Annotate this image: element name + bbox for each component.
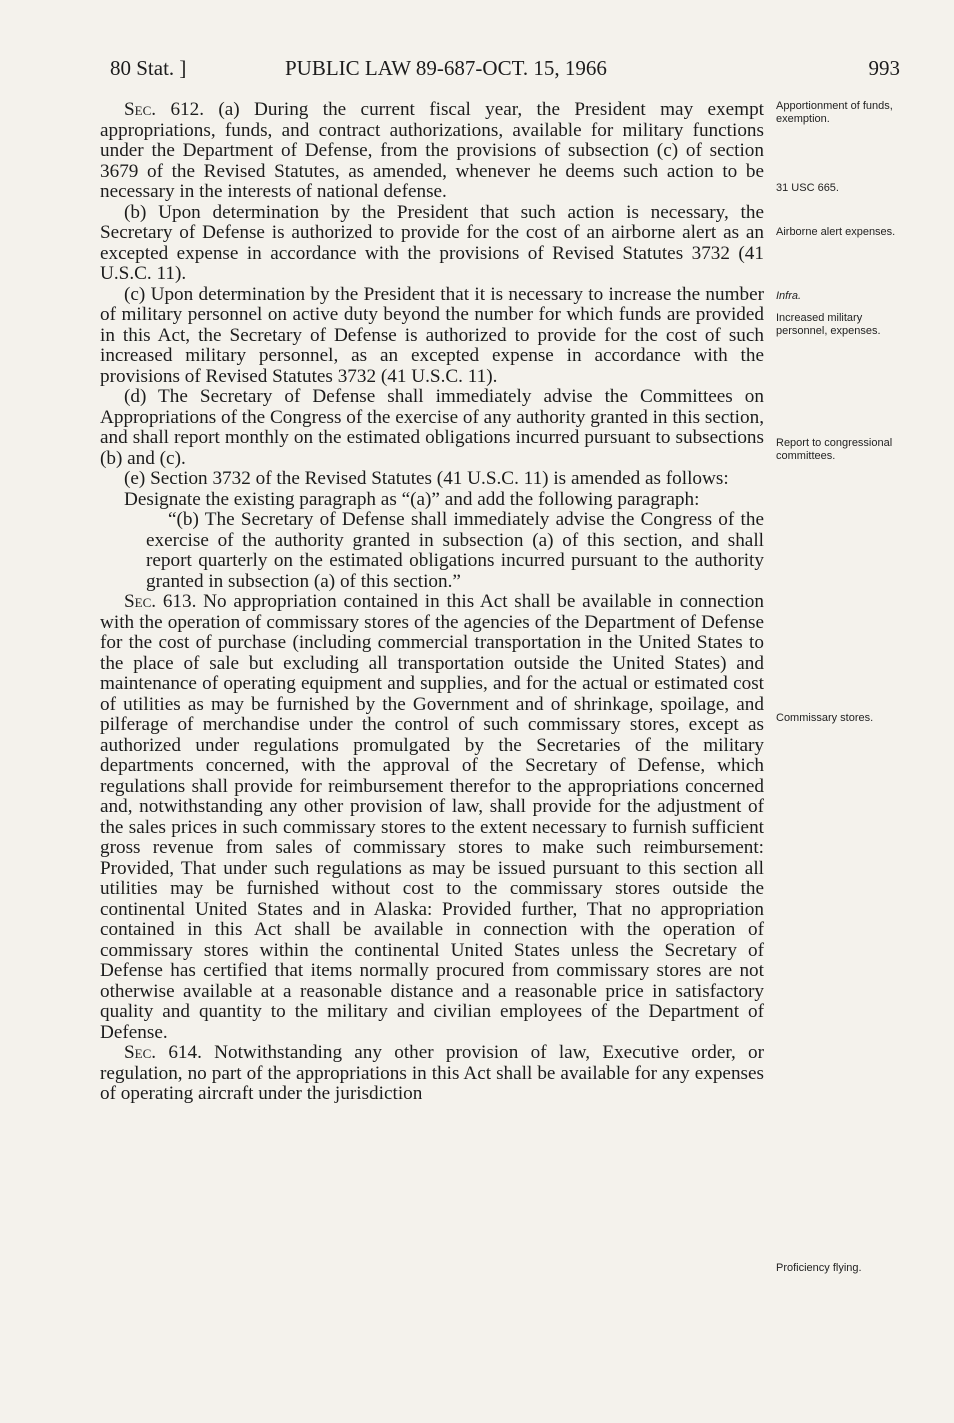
section-614 [100, 1043, 764, 1105]
margin-note-infra: Infra. [776, 290, 802, 302]
paragraph-text: No appropriation contained in this Act shall be available in connection with the operation of commissary stores of the agencies of the Department of Defense for the cost of purchase (including commercial transportation in the United States to the place of sale but excluding all transportation outside the United States) and maintenance of operating equipment and supplies, and for the actual or estimated cost of utilities as may be furnished by the Government and of shrinkage, spoilage, and pilferage of merchandise under the control of such commissary stores, except as authorized under regulations promulgated by the Secretaries of the military departments concerned, with the approval of the Secretary of Defense, which regulations shall provide for reimbursement therefor to the appropriations concerned and, notwithstanding any other provision of law, shall provide for the adjustment of the sales prices in such commissary stores to the extent necessary to furnish sufficient gross revenue from sales of commissary stores to make such reimbursement: Provided, That under such regulations as may be issued pursuant to this section all utilities may be furnished without cost to the commissary stores outside the continental United States and in Alaska: Provided further, That no appropriation contained in this Act shall be available in connection with the operation of commissary stores within the continental United States unless the Secretary of Defense has certified that items normally procured from commissary stores are not otherwise available at a reasonable distance and a reasonable price in satisfactory quality and quantity to the military and civilian employees of the Department of Defense. [100, 591, 764, 1043]
section-612-c: (c) Upon determination by the President that it is necessary to increase the number of military personnel on active duty beyond the number for which funds are provided in this Act, the Secretary of Defense is authorized to provide for the cost of such increased military personnel, as an excepted expense in accordance with the provisions of Revised Statutes 3732 (41 U.S.C. 11). [100, 283, 764, 387]
margin-note-commissary: Commissary stores. [776, 712, 874, 724]
paragraph-text: Notwithstanding any other provision of law, Executive order, or regulation, no part of the appropriations in this Act shall be available for any expenses of operating aircraft under the jurisdiction [100, 1042, 764, 1104]
law-title: PUBLIC LAW 89-687-OCT. 15, 1966 [285, 56, 607, 80]
section-612-a [100, 100, 764, 203]
designate-paragraph: Designate the existing paragraph as “(a)” and add the following paragraph: [124, 488, 700, 510]
margin-note-apportionment: Apportionment of funds, exemption. [776, 100, 893, 125]
volume-reference: 80 Stat. ] [110, 56, 187, 80]
section-label: Sec. 614. [124, 1042, 202, 1063]
section-label: Sec. 613. [124, 591, 197, 612]
margin-note-proficiency: Proficiency flying. [776, 1262, 862, 1274]
section-612-b: (b) Upon determination by the President that such action is necessary, the Secretary of Defense is authorized to provide for the cost of an airborne alert as an excepted expense in accordance with the provisions of Revised Statutes 3732 (41 U.S.C. 11). [100, 201, 764, 284]
body-text [100, 100, 764, 1105]
margin-note-report-committees: Report to congressional committees. [776, 437, 893, 462]
section-612-d: (d) The Secretary of Defense shall immediately advise the Committees on Appropriations of the Congress of the exercise of any authority granted in this section, and shall report monthly on the estimated obligations incurred pursuant to subsections (b) and (c). [100, 386, 764, 469]
margin-note-airborne-alert: Airborne alert expenses. [776, 226, 896, 238]
paragraph-text: (a) During the current fiscal year, the President may exempt appropriations, funds, and contract authorizations, available for military functions under the Department of Defense, from the provisions of subsection (c) of section 3679 of the Revised Statutes, as amended, whenever he deems such action to be necessary in the interests of national defense. [100, 99, 764, 202]
page-header [110, 56, 900, 86]
section-612-e: (e) Section 3732 of the Revised Statutes (41 U.S.C. 11) is amended as follows: [124, 468, 729, 489]
margin-note-31-usc: 31 USC 665. [776, 182, 839, 194]
section-613 [100, 592, 764, 1043]
quoted-amendment: “(b) The Secretary of Defense shall immediately advise the Congress of the exercise of the authority granted in subsection (a) of this section, and shall report quarterly on the estimated obligations incurred pursuant to the authority granted in subsection (a) of this section.” [146, 509, 764, 592]
margin-note-increased-personnel: Increased military personnel, expenses. [776, 312, 881, 337]
page-number: 993 [868, 56, 900, 80]
section-label: Sec. 612. [124, 99, 205, 120]
